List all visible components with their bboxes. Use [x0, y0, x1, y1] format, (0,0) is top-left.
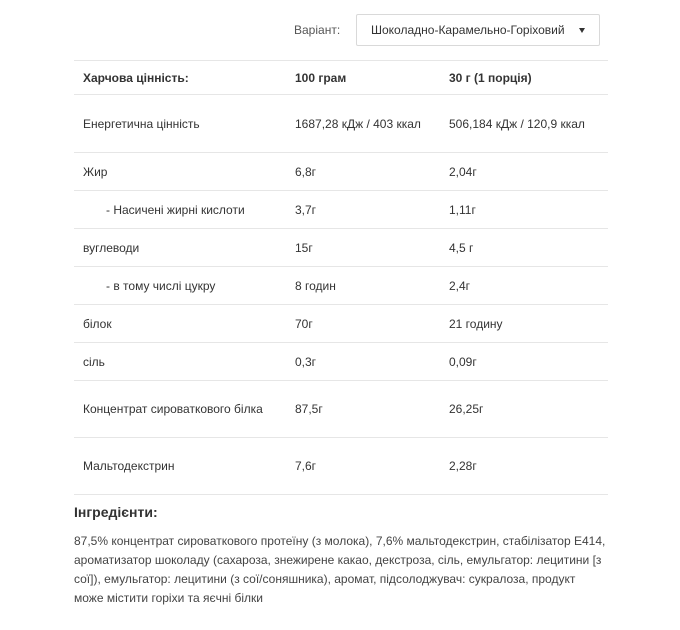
- chevron-down-icon: [579, 28, 585, 33]
- nutrient-name: - в тому числі цукру: [74, 267, 286, 305]
- value-per-100g: 6,8г: [286, 153, 440, 191]
- value-per-100g: 8 годин: [286, 267, 440, 305]
- table-row: [74, 343, 608, 381]
- value-per-serving: 26,25г: [440, 381, 608, 438]
- value-per-serving: 2,28г: [440, 438, 608, 495]
- value-per-100g: 7,6г: [286, 438, 440, 495]
- table-row: [74, 305, 608, 343]
- nutrient-name: вуглеводи: [74, 229, 286, 267]
- ingredients-section: [74, 504, 608, 608]
- table-row: [74, 153, 608, 191]
- ingredients-text: 87,5% концентрат сироваткового протеїну (з молока), 7,6% мальтодекстрин, стабілізатор E414, ароматизатор шоколаду (сахароза, знежирене какао, декстроза, сіль, емульгатор: лецитини [з сої]), емульгатор: лецитини (з сої/соняшника), аромат, підсолоджувач: сукралоза, продукт може містити горіхи та яєчні білки: [74, 534, 606, 605]
- value-per-serving: 4,5 г: [440, 229, 608, 267]
- variant-label: Варіант:: [294, 23, 341, 37]
- table-row: [74, 95, 608, 153]
- value-per-serving: 0,09г: [440, 343, 608, 381]
- value-per-serving: 2,4г: [440, 267, 608, 305]
- nutrition-table: [74, 60, 608, 495]
- value-per-100g: 87,5г: [286, 381, 440, 438]
- nutrient-name: - Насичені жирні кислоти: [74, 191, 286, 229]
- value-per-serving: 2,04г: [440, 153, 608, 191]
- nutrient-name: Мальтодекстрин: [74, 438, 286, 495]
- header-nutrient: Харчова цінність:: [74, 61, 286, 95]
- value-per-100g: 15г: [286, 229, 440, 267]
- header-per-100g: 100 грам: [286, 61, 440, 95]
- table-row: [74, 267, 608, 305]
- nutrient-name: Концентрат сироваткового білка: [74, 381, 286, 438]
- table-row: [74, 381, 608, 438]
- value-per-100g: 0,3г: [286, 343, 440, 381]
- ingredients-title: Інгредієнти:: [74, 504, 158, 520]
- variant-select[interactable]: [356, 14, 600, 46]
- nutrient-name: білок: [74, 305, 286, 343]
- header-per-serving: 30 г (1 порція): [440, 61, 608, 95]
- nutrient-name: Жир: [74, 153, 286, 191]
- value-per-serving: 506,184 кДж / 120,9 ккал: [440, 95, 608, 153]
- table-row: [74, 438, 608, 495]
- value-per-serving: 1,11г: [440, 191, 608, 229]
- variant-row: [0, 14, 680, 46]
- table-row: [74, 229, 608, 267]
- value-per-serving: 21 годину: [440, 305, 608, 343]
- value-per-100g: 3,7г: [286, 191, 440, 229]
- value-per-100g: 70г: [286, 305, 440, 343]
- variant-selected-value: Шоколадно-Карамельно-Горіховий: [371, 23, 565, 37]
- table-header-row: [74, 61, 608, 95]
- nutrient-name: Енергетична цінність: [74, 95, 286, 153]
- table-row: [74, 191, 608, 229]
- nutrient-name: сіль: [74, 343, 286, 381]
- value-per-100g: 1687,28 кДж / 403 ккал: [286, 95, 440, 153]
